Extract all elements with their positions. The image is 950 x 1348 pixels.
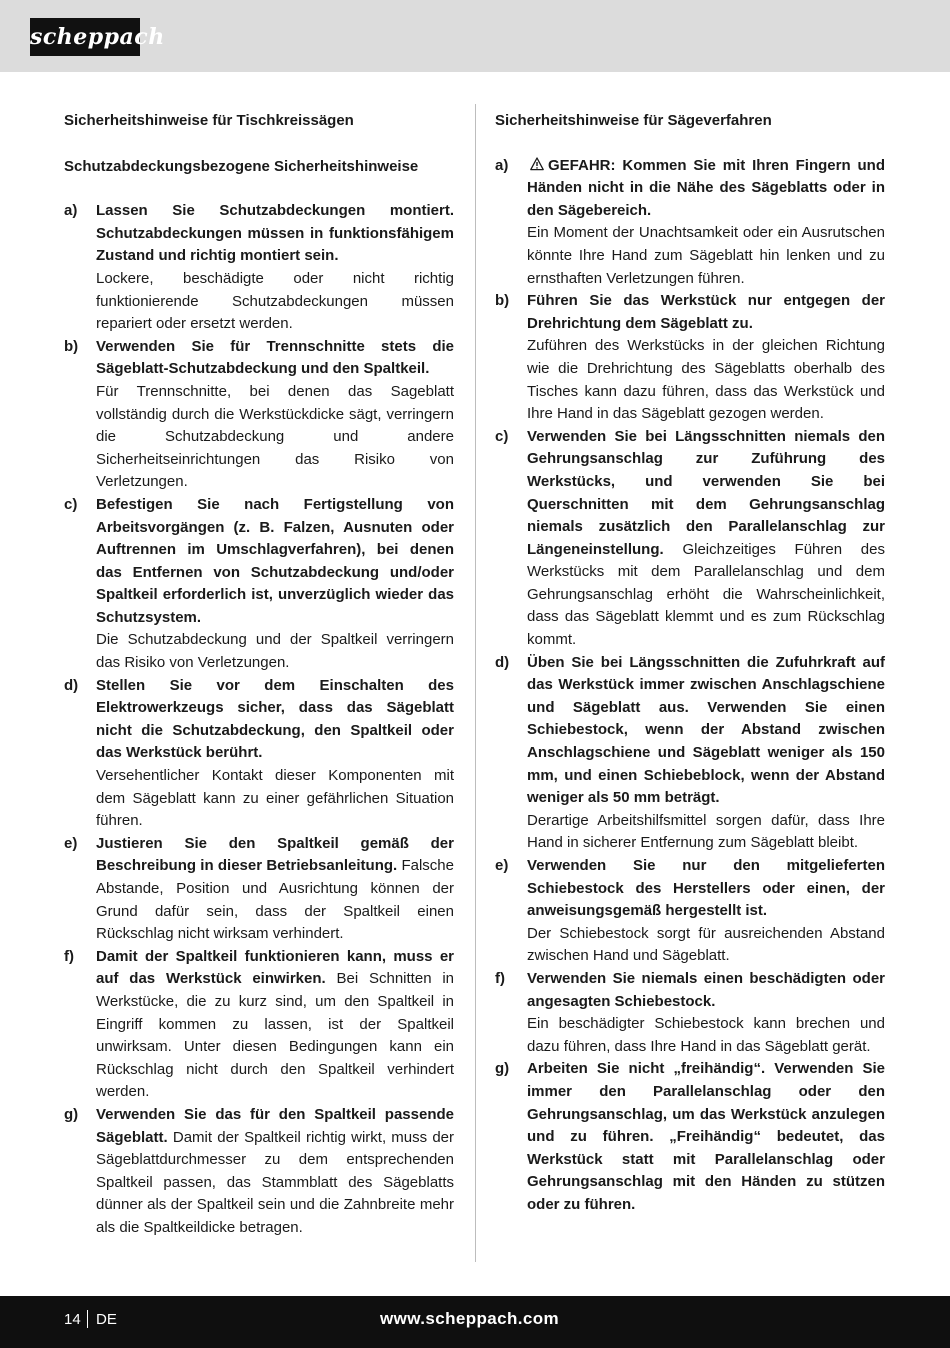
item-explanation: Falsche Abstande, Position und Ausrichtung können der Grund dafür sein, dass der Spaltkeil einen Rückschlag nicht wirksam verhindert. — [96, 857, 454, 943]
list-item — [495, 290, 885, 426]
list-item — [64, 200, 454, 336]
item-body — [96, 946, 454, 1104]
list-item — [64, 946, 454, 1104]
item-body — [96, 833, 454, 946]
item-letter: c) — [495, 427, 509, 445]
left-list — [64, 200, 454, 1239]
list-item — [495, 426, 885, 652]
item-letter: c) — [64, 495, 78, 513]
item-letter: f) — [495, 969, 505, 987]
item-warning: Arbeiten Sie nicht „freihändig“. Verwenden Sie immer den Parallelanschlag oder den Gehrungsanschlag, um das Werkstück anzulegen und zu führen. „Freihändig“ bedeutet, das Werkstück statt mit Parallelanschlag oder Gehrungsanschlag mit den Händen zu stützen oder zu führen. — [527, 1060, 885, 1213]
list-item — [64, 833, 454, 946]
list-item — [495, 968, 885, 1058]
item-letter: g) — [64, 1105, 79, 1123]
page-number: 14 — [64, 1311, 81, 1328]
item-explanation: Gleichzeitiges Führen des Werkstücks mit dem Parallelanschlag und dem Gehrungsanschlag erhöht die Wahrscheinlichkeit, dass das Sägeblatt klemmt und es zum Rückschlag kommt. — [527, 540, 885, 649]
item-explanation: Ein Moment der Unachtsamkeit oder ein Ausrutschen könnte Ihre Hand zum Sägeblatt hin lenken und zu ernsthaften Verletzungen führen. — [527, 224, 885, 287]
list-item — [495, 652, 885, 855]
language-code: DE — [96, 1311, 117, 1328]
left-section-title: Sicherheitshinweise für Tischkreissägen — [64, 112, 354, 129]
item-warning: Stellen Sie vor dem Einschalten des Elektrowerkzeugs sicher, dass das Sägeblatt nicht die Schutzabdeckung, den Spaltkeil oder das Werkstück berührt. — [96, 676, 454, 762]
item-warning: GEFAHR: Kommen Sie mit Ihren Fingern und Händen nicht in die Nähe des Sägeblatts oder in den Sägebereich. — [527, 156, 885, 219]
scheppach-logo: scheppach — [30, 18, 140, 56]
item-warning: Lassen Sie Schutzabdeckungen montiert. Schutzabdeckungen müssen in funktionsfähigem Zustand und richtig montiert sein. — [96, 202, 454, 265]
item-letter: e) — [64, 834, 78, 852]
item-letter: b) — [495, 292, 510, 310]
item-warning: Verwenden Sie für Trennschnitte stets die Sägeblatt-Schutzabdeckung und den Spaltkeil. — [96, 337, 454, 378]
list-item — [64, 1104, 454, 1240]
item-letter: g) — [495, 1060, 510, 1078]
item-explanation: Bei Schnitten in Werkstücke, die zu kurz sind, um den Spaltkeil in Eingriff kommen zu lassen, ist der Spaltkeil unwirksam. Unter diesen Bedingungen kann ein Rückschlag nicht durch den Spaltkeil verhindert werden. — [96, 970, 455, 1101]
item-warning: Verwenden Sie niemals einen beschädigten oder angesagten Schiebestock. — [527, 969, 885, 1010]
list-item — [495, 1058, 885, 1216]
item-warning: Justieren Sie den Spaltkeil gemäß der Beschreibung in dieser Betriebsanleitung. — [96, 834, 454, 875]
right-column — [495, 110, 885, 1217]
item-letter: a) — [64, 202, 78, 220]
list-item — [64, 336, 454, 494]
right-section-title: Sicherheitshinweise für Sägeverfahren — [495, 112, 772, 129]
item-explanation: Damit der Spaltkeil richtig wirkt, muss der Sägeblattdurchmesser zu dem entsprechenden Spaltkeil passen, das Stammblatt des Sägeblatts dünner als der Spaltkeil sein und die Zahnbreite mehr als die Spaltkeildicke betragen. — [96, 1128, 455, 1236]
item-explanation: Zuführen des Werkstücks in der gleichen Richtung wie die Drehrichtung des Sägeblatts oberhalb des Tisches kann dazu führen, dass das Werkstück und Ihre Hand in das Sägeblatt gezogen werden. — [527, 337, 885, 423]
item-warning: Üben Sie bei Längsschnitten die Zufuhrkraft auf das Werkstück immer zwischen Anschlagschiene und Sägeblatt aus. Verwenden Sie einen Schiebestock, wenn der Abstand zwischen Anschlagschiene und Sägeblatt weniger als 150 mm, und einen Schiebeblock, wenn der Abstand weniger als 50 mm beträgt. — [527, 653, 885, 807]
item-letter: b) — [64, 337, 79, 355]
list-item — [495, 855, 885, 968]
item-explanation: Der Schiebestock sorgt für ausreichenden Abstand zwischen Hand und Sägeblatt. — [527, 924, 885, 965]
item-explanation: Lockere, beschädigte oder nicht richtig funktionierende Schutzabdeckungen müssen repariert oder ersetzt werden. — [96, 269, 454, 333]
item-letter: d) — [495, 653, 510, 671]
footer-separator — [87, 1310, 88, 1328]
item-warning: Verwenden Sie nur den mitgelieferten Schiebestock des Herstellers oder einen, der anweisungsgemäß hergestellt ist. — [527, 857, 885, 920]
item-body — [527, 426, 885, 652]
list-item — [64, 494, 454, 675]
item-warning: Befestigen Sie nach Fertigstellung von Arbeitsvorgängen (z. B. Falzen, Ausnuten oder Auftrennen im Umschlagverfahren), bei denen das Entfernen von Schutzabdeckung und/oder Spaltkeil erforderlich ist, unverzüglich wieder das Schutzsystem. — [96, 495, 454, 626]
list-item — [64, 675, 454, 833]
website-link[interactable]: www.scheppach.com — [380, 1309, 560, 1328]
item-explanation: Für Trennschnitte, bei denen das Sageblatt vollständig durch die Werkstückdicke sägt, verringern die Schutzabdeckung und andere Sicherheitseinrichtungen das Risiko von Verletzungen. — [96, 382, 454, 491]
item-explanation: Derartige Arbeitshilfsmittel sorgen dafür, dass Ihre Hand in sicherer Entfernung zum Sägeblatt bleibt. — [527, 811, 885, 852]
column-divider — [475, 104, 476, 1262]
item-warning-block — [527, 155, 885, 223]
item-explanation: Versehentlicher Kontakt dieser Komponenten mit dem Sägeblatt kann zu einer gefährlichen Situation führen. — [96, 767, 454, 830]
left-section-subtitle: Schutzabdeckungsbezogene Sicherheitshinweise — [64, 157, 419, 175]
item-explanation: Die Schutzabdeckung und der Spaltkeil verringern das Risiko von Verletzungen. — [96, 631, 454, 672]
right-list — [495, 155, 885, 1217]
list-item — [495, 155, 885, 291]
item-warning: Führen Sie das Werkstück nur entgegen der Drehrichtung dem Sägeblatt zu. — [527, 292, 885, 332]
left-column — [64, 110, 454, 1240]
item-warning: Damit der Spaltkeil funktionieren kann, muss er auf das Werkstück einwirken. — [96, 947, 454, 988]
item-letter: e) — [495, 857, 509, 874]
item-warning: Verwenden Sie das für den Spaltkeil passende Sägeblatt. — [96, 1105, 454, 1146]
item-explanation: Ein beschädigter Schiebestock kann brechen und dazu führen, dass Ihre Hand in das Sägeblatt gerät. — [527, 1015, 885, 1055]
item-letter: a) — [495, 156, 509, 174]
item-warning: Verwenden Sie bei Längsschnitten niemals den Gehrungsanschlag zur Zuführung des Werkstücks, und verwenden Sie bei Querschnitten mit dem Gehrungsanschlag niemals zusätzlich den Parallelanschlag zur Längeneinstellung. — [527, 427, 885, 558]
item-body — [96, 1104, 454, 1240]
item-letter: d) — [64, 676, 79, 694]
warning-triangle-icon — [530, 157, 544, 171]
item-letter: f) — [64, 947, 74, 965]
